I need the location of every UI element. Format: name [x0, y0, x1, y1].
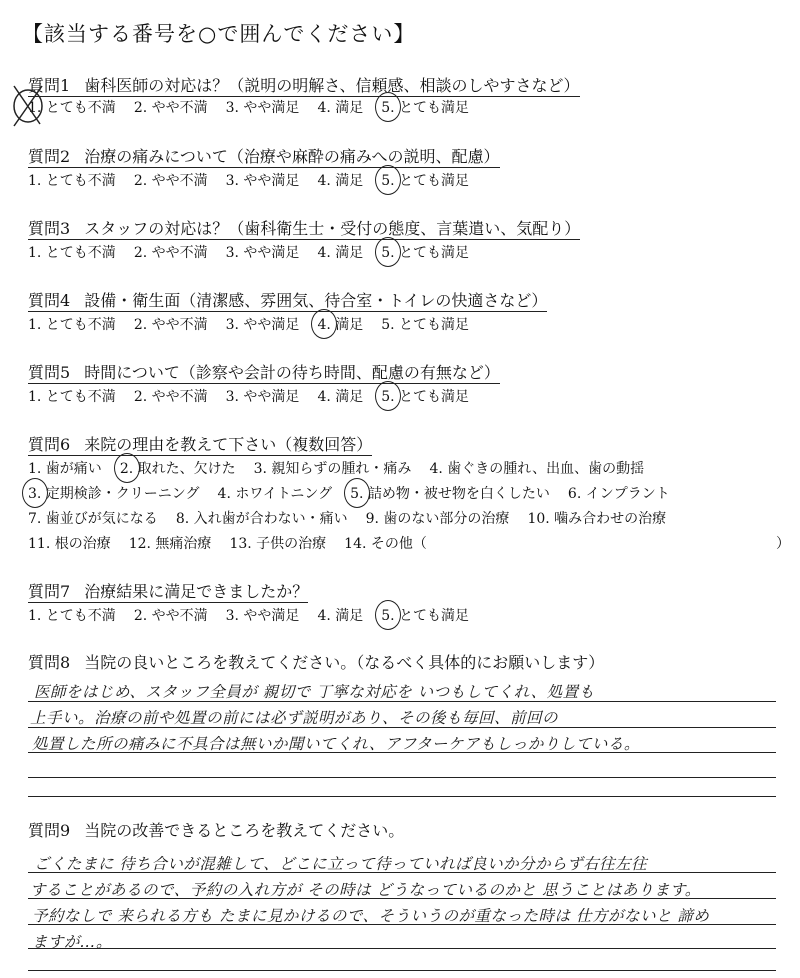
q7-option-1[interactable]: 1. とても不満: [28, 608, 116, 624]
question-label: 質問1: [28, 76, 71, 95]
question-text: 当院の良いところを教えてください。（なるべく具体的にお願いします）: [84, 653, 605, 672]
q2-option-2[interactable]: 2. やや不満: [133, 173, 208, 189]
q4-option-4[interactable]: 4. 満足: [317, 317, 364, 333]
q8-answer-line-1: 医師をはじめ、スタッフ全員が 親切で 丁寧な対応を いつもしてくれ、処置も: [34, 683, 595, 701]
q2-option-1[interactable]: 1. とても不満: [28, 173, 116, 189]
q1-option-3[interactable]: 3. やや満足: [225, 100, 300, 116]
q5-option-5[interactable]: 5. とても満足: [381, 389, 470, 405]
q6-option-broken[interactable]: 2. 取れた、欠けた: [119, 461, 236, 477]
q6-option-broken-circle: [114, 453, 140, 483]
q3-option-1[interactable]: 1. とても不満: [28, 245, 116, 261]
q3-option-2[interactable]: 2. やや不満: [133, 245, 208, 261]
q6-option-dentures[interactable]: 8. 入れ歯が合わない・痛い: [175, 511, 348, 527]
q5-option-2[interactable]: 2. やや不満: [133, 389, 208, 405]
q1-cross-mark: [14, 86, 42, 126]
question-label: 質問7: [28, 582, 71, 601]
question-text: 設備・衛生面（清潔感、雰囲気、待合室・トイレの快適さなど）: [84, 291, 548, 310]
q4-option-2[interactable]: 2. やや不満: [133, 317, 208, 333]
q9-answer-line-2: することがあるので、予約の入れ方が その時は どうなっているのかと 思うことはあります。: [30, 881, 701, 899]
question-text: 治療結果に満足できましたか？: [84, 582, 309, 601]
q5-option-3[interactable]: 3. やや満足: [225, 389, 300, 405]
q8-answer-line-3: 処置した所の痛みに不具合は無いか聞いてくれ、アフターケアもしっかりしている。: [32, 735, 640, 753]
question-text: スタッフの対応は？（歯科衛生士・受付の態度、言葉遣い、気配り）: [84, 219, 581, 238]
q6-option-pain[interactable]: 1. 歯が痛い: [28, 461, 102, 477]
q4-option-5[interactable]: 5. とても満足: [381, 317, 470, 333]
question-text: 治療の痛みについて（治療や麻酔の痛みへの説明、配慮）: [84, 147, 500, 166]
q3-option-4[interactable]: 4. 満足: [317, 245, 364, 261]
q6-option-other[interactable]: 14. その他（: [344, 536, 427, 552]
q7-option-3[interactable]: 3. やや満足: [225, 608, 300, 624]
q6-option-checkup[interactable]: 3. 定期検診・クリーニング: [28, 486, 200, 502]
q9-answer-line-1: ごくたまに 待ち合いが混雑して、どこに立って待っていれば良いか分からず右往左往: [34, 855, 648, 873]
question-label: 質問4: [28, 291, 71, 310]
q1-option-2[interactable]: 2. やや不満: [133, 100, 208, 116]
q3-option-3[interactable]: 3. やや満足: [225, 245, 300, 261]
q6-option-alignment[interactable]: 7. 歯並びが気になる: [28, 511, 158, 527]
q2-option-5[interactable]: 5. とても満足: [381, 173, 470, 189]
q2-option-3[interactable]: 3. やや満足: [225, 173, 300, 189]
question-text: 当院の改善できるところを教えてください。: [84, 821, 405, 840]
q6-option-bite[interactable]: 10. 噛み合わせの治療: [527, 511, 667, 527]
page-title: 【該当する番号を○で囲んでください】: [22, 22, 416, 46]
q9-answer-line-3: 予約なしで 来られる方も たまに見かけるので、そういうのが重なった時は 仕方がないと 諦め: [32, 907, 710, 925]
q6-option-implant[interactable]: 6. インプラント: [567, 486, 670, 502]
question-label: 質問5: [28, 363, 71, 382]
q7-option-5[interactable]: 5. とても満足: [381, 608, 470, 624]
q6-option-fillings[interactable]: 5. 詰め物・被せ物を白くしたい: [350, 486, 550, 502]
question-label: 質問3: [28, 219, 71, 238]
q3-option-5[interactable]: 5. とても満足: [381, 245, 470, 261]
question-label: 質問9: [28, 821, 71, 840]
question-text: 時間について（診察や会計の待ち時間、配慮の有無など）: [84, 363, 500, 382]
q5-option-1[interactable]: 1. とても不満: [28, 389, 116, 405]
q5-option-4[interactable]: 4. 満足: [317, 389, 364, 405]
q6-option-fillings-circle: [344, 478, 370, 508]
q4-option-3[interactable]: 3. やや満足: [225, 317, 300, 333]
question-label: 質問8: [28, 653, 71, 672]
q8-answer-line-2: 上手い。治療の前や処置の前には必ず説明があり、その後も毎回、前回の: [30, 709, 559, 727]
q6-option-gums[interactable]: 4. 歯ぐきの腫れ、出血、歯の動揺: [429, 461, 645, 477]
question-text: 来院の理由を教えて下さい（複数回答）: [84, 435, 373, 454]
q6-option-missing-teeth[interactable]: 9. 歯のない部分の治療: [365, 511, 510, 527]
q7-option-4[interactable]: 4. 満足: [317, 608, 364, 624]
q6-option-checkup-circle: [22, 478, 48, 508]
q7-option-2[interactable]: 2. やや不満: [133, 608, 208, 624]
q6-option-child[interactable]: 13. 子供の治療: [229, 536, 327, 552]
q1-option-5[interactable]: 5. とても満足: [381, 100, 470, 116]
question-label: 質問6: [28, 435, 71, 454]
q6-option-wisdom[interactable]: 3. 親知らずの腫れ・痛み: [253, 461, 412, 477]
q6-other-close-paren: ）: [776, 536, 790, 552]
q6-option-painless[interactable]: 12. 無痛治療: [128, 536, 212, 552]
question-text: 歯科医師の対応は？（説明の明解さ、信頼感、相談のしやすさなど）: [84, 76, 580, 95]
q6-option-whitening[interactable]: 4. ホワイトニング: [217, 486, 333, 502]
question-label: 質問2: [28, 147, 71, 166]
q2-option-4[interactable]: 4. 満足: [317, 173, 364, 189]
q9-answer-line-4: ますが…。: [32, 933, 113, 951]
q4-option-1[interactable]: 1. とても不満: [28, 317, 116, 333]
q6-option-root[interactable]: 11. 根の治療: [28, 536, 111, 552]
q1-option-4[interactable]: 4. 満足: [317, 100, 364, 116]
q1-option-1[interactable]: 1. とても不満: [28, 100, 116, 116]
